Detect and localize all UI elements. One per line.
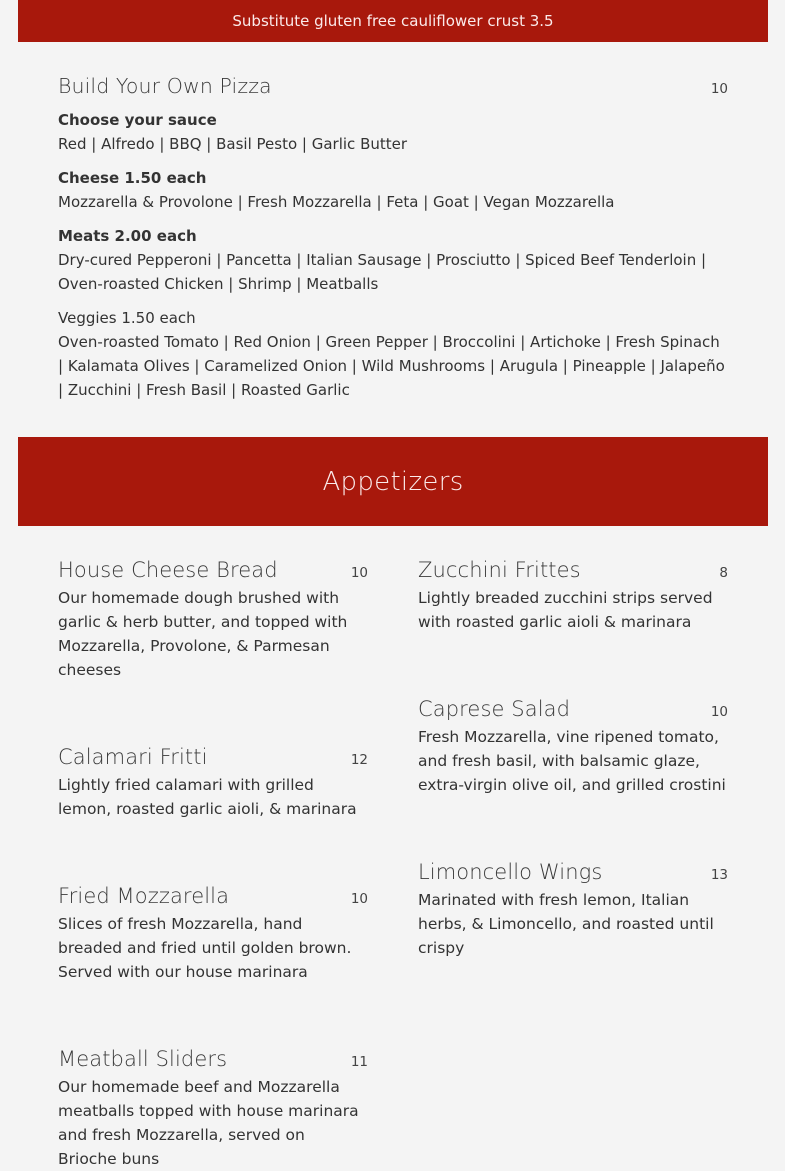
menu-item-description: Our homemade dough brushed with garlic & herb butter, and topped with Mozzarella, Provolone, & Parmesan cheeses [58,589,348,679]
byo-sauce-group [58,108,728,156]
menu-item-description: Lightly breaded zucchini strips served with roasted garlic aioli & marinara [418,589,713,631]
menu-item-description: Fresh Mozzarella, vine ripened tomato, and fresh basil, with balsamic glaze, extra-virgin olive oil, and grilled crostini [418,728,726,794]
menu-item-description: Marinated with fresh lemon, Italian herbs, & Limoncello, and roasted until crispy [418,891,714,957]
menu-item-price: 13 [710,867,728,883]
menu-item-title: Fried Mozzarella [58,884,230,908]
menu-item-price: 10 [710,704,728,720]
menu-item-description: Lightly fried calamari with grilled lemon, roasted garlic aioli, & marinara [58,776,357,818]
byo-veggies-options: Oven-roasted Tomato | Red Onion | Green Pepper | Broccolini | Artichoke | Fresh Spinach | Kalamata Olives | Caramelized Onion | Wild Mushrooms | Arugula | Pineapple | Jalapeño | Zucchini | Fresh Basil | Roasted Garlic [58,333,725,399]
byo-sauce-options: Red | Alfredo | BBQ | Basil Pesto | Garlic Butter [58,135,408,153]
byo-cheese-options: Mozzarella & Provolone | Fresh Mozzarella | Feta | Goat | Vegan Mozzarella [58,193,615,211]
menu-item-price: 10 [350,891,368,907]
gluten-free-notice-text: Substitute gluten free cauliflower crust 3.5 [232,12,554,30]
menu-item-title: Zucchini Frittes [418,558,581,582]
byo-price: 10 [710,81,728,97]
menu-item-description: Our homemade beef and Mozzarella meatballs topped with house marinara and fresh Mozzarella, served on Brioche buns [58,1078,359,1168]
byo-sauce-label: Choose your sauce [58,111,217,129]
menu-item-zucchini-frittes [418,558,728,634]
menu-item-price: 11 [350,1054,368,1070]
byo-veggies-label: Veggies 1.50 each [58,309,196,327]
menu-item-limoncello-wings [418,860,728,960]
build-your-own-pizza-section [58,74,728,402]
menu-item-description: Slices of fresh Mozzarella, hand breaded and fried until golden brown. Served with our house marinara [58,915,352,981]
menu-item-house-cheese-bread [58,558,368,682]
byo-header [58,74,728,98]
menu-item-title: House Cheese Bread [58,558,278,582]
menu-item-caprese-salad [418,697,728,797]
menu-item-calamari-fritti [58,745,368,821]
menu-item-title: Calamari Fritti [58,745,208,769]
byo-meats-label: Meats 2.00 each [58,227,197,245]
byo-cheese-group [58,166,728,214]
byo-meats-options: Dry-cured Pepperoni | Pancetta | Italian Sausage | Prosciutto | Spiced Beef Tenderloin | Oven-roasted Chicken | Shrimp | Meatballs [58,251,707,293]
menu-item-price: 8 [719,565,728,581]
menu-item-price: 10 [350,565,368,581]
menu-item-title: Caprese Salad [418,697,571,721]
menu-item-meatball-sliders [58,1047,368,1171]
appetizers-heading: Appetizers [322,466,464,497]
byo-cheese-label: Cheese 1.50 each [58,169,207,187]
appetizers-banner [18,437,768,526]
byo-veggies-group [58,306,728,402]
gluten-free-notice-banner [18,0,768,42]
byo-title: Build Your Own Pizza [58,74,272,98]
menu-item-title: Limoncello Wings [418,860,603,884]
menu-item-title: Meatball Sliders [58,1047,228,1071]
menu-item-price: 12 [350,752,368,768]
byo-meats-group [58,224,728,296]
menu-item-fried-mozzarella [58,884,368,984]
